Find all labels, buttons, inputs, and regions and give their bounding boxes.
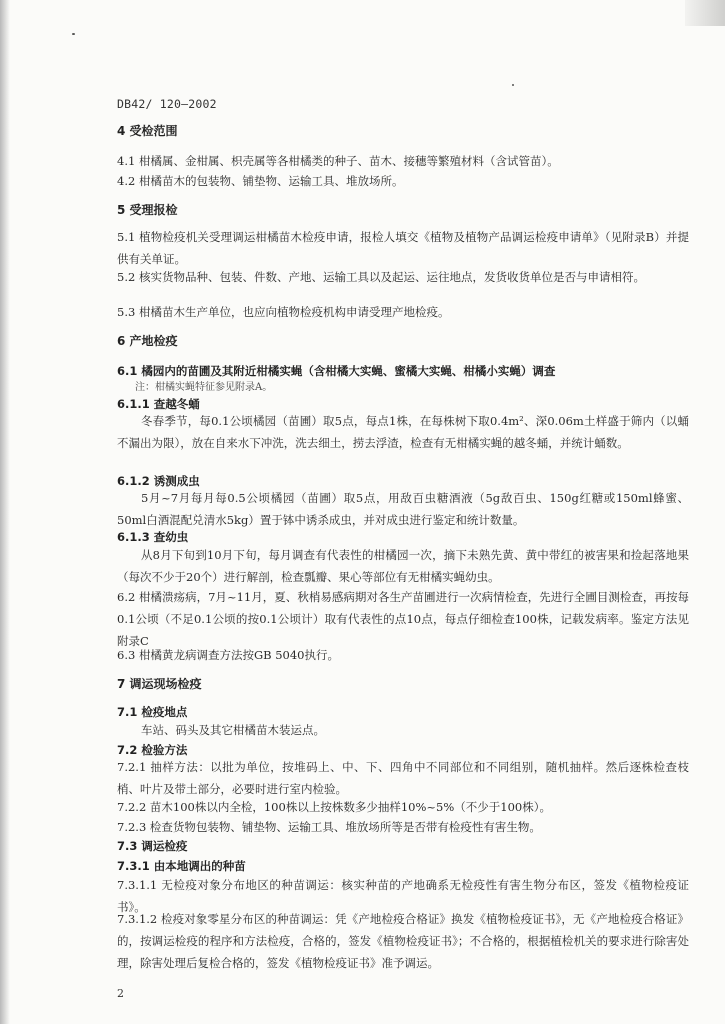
clause-6-2: 6.2 柑橘溃疡病，7月~11月，夏、秋梢易感病期对各生产苗圃进行一次病情检查，先进行全圃目测检查，再按每0.1公顷（不足0.1公顷的按0.1公顷计）取有代表性的点10点，每点仔细检查100株，记载发病率。鉴定方法见附录C <box>117 590 689 648</box>
clause-6-1-note: 注：柑橘实蝇特征参见附录A。 <box>135 382 273 393</box>
clause-6-1-1-heading: 6.1.1 查越冬蛹 <box>117 397 200 411</box>
clause-7-2-2: 7.2.2 苗木100株以内全检，100株以上按株数多少抽样10%~5%（不少于100株）。 <box>117 800 551 814</box>
scan-speck <box>512 84 514 86</box>
clause-6-1-2-body: 5月~7月每月每0.5公顷橘园（苗圃）取5点，用敌百虫糖酒液（5g敌百虫、150g红糖或150ml蜂蜜、50ml白酒混配兑清水5kg）置于钵中诱杀成虫，并对成虫进行鉴定和统计数量。 <box>117 491 689 527</box>
clause-6-1-3-heading: 6.1.3 查幼虫 <box>117 530 189 544</box>
section-5-heading: 5 受理报检 <box>117 203 178 217</box>
clause-7-2-3: 7.2.3 检查货物包装物、铺垫物、运输工具、堆放场所等是否带有检疫性有害生物。 <box>117 820 541 834</box>
clause-7-2-heading: 7.2 检验方法 <box>117 743 188 757</box>
clause-5-3: 5.3 柑橘苗木生产单位，也应向植物检疫机构申请受理产地检疫。 <box>117 305 450 319</box>
clause-7-2-1: 7.2.1 抽样方法：以批为单位，按堆码上、中、下、四角中不同部位和不同组别，随机抽样。然后逐株检查枝梢、叶片及带土部分，必要时进行室内检验。 <box>117 760 689 796</box>
clause-7-1-body: 车站、码头及其它柑橘苗木装运点。 <box>141 723 325 737</box>
clause-4-1: 4.1 柑橘属、金柑属、枳壳属等各柑橘类的种子、苗木、接穗等繁殖材料（含试管苗）。 <box>117 154 559 168</box>
document-code: DB42/ 120—2002 <box>117 97 217 111</box>
section-7-heading: 7 调运现场检疫 <box>117 677 202 691</box>
section-4-heading: 4 受检范围 <box>117 124 178 138</box>
clause-7-3-1-heading: 7.3.1 由本地调出的种苗 <box>117 859 246 873</box>
clause-6-1-heading: 6.1 橘园内的苗圃及其附近柑橘实蝇（含柑橘大实蝇、蜜橘大实蝇、柑橘小实蝇）调查 <box>117 364 556 378</box>
clause-5-1: 5.1 植物检疫机关受理调运柑橘苗木检疫申请，报检人填交《植物及植物产品调运检疫申请单》（见附录B）并提供有关单证。 <box>117 230 689 266</box>
clause-4-2: 4.2 柑橘苗木的包装物、铺垫物、运输工具、堆放场所。 <box>117 174 404 188</box>
clause-6-1-1-body: 冬春季节，每0.1公顷橘园（苗圃）取5点，每点1株，在每株树下取0.4m²、深0.06m土样盛于筛内（以蛹不漏出为限），放在自来水下冲洗，洗去细土，捞去浮渣，检查有无柑橘实蝇的越冬蛹，并统计蛹数。 <box>117 414 689 450</box>
clause-5-2: 5.2 核实货物品种、包装、件数、产地、运输工具以及起运、运往地点，发货收货单位是否与申请相符。 <box>117 270 645 284</box>
clause-6-1-3-body: 从8月下旬到10月下旬，每月调查有代表性的柑橘园一次，摘下未熟先黄、黄中带红的被害果和捡起落地果（每次不少于20个）进行解剖，检查瓢瓣、果心等部位有无柑橘实蝇幼虫。 <box>117 548 689 584</box>
clause-6-3: 6.3 柑橘黄龙病调查方法按GB 5040执行。 <box>117 648 340 662</box>
clause-7-3-1-1: 7.3.1.1 无检疫对象分布地区的种苗调运：核实种苗的产地确系无检疫性有害生物分布区，签发《植物检疫证书》。 <box>117 878 689 914</box>
scan-speck <box>72 33 75 35</box>
clause-7-1-heading: 7.1 检疫地点 <box>117 705 188 719</box>
section-6-heading: 6 产地检疫 <box>117 334 178 348</box>
page-number: 2 <box>117 987 124 1000</box>
clause-6-1-2-heading: 6.1.2 诱测成虫 <box>117 474 200 488</box>
scan-corner-shadow <box>685 0 725 26</box>
clause-7-3-heading: 7.3 调运检疫 <box>117 839 188 853</box>
scan-left-edge-shadow <box>0 0 10 1024</box>
clause-7-3-1-2: 7.3.1.2 检疫对象零星分布区的种苗调运：凭《产地检疫合格证》换发《植物检疫证书》，无《产地检疫合格证》的，按调运检疫的程序和方法检疫，合格的，签发《植物检疫证书》；不合格的，根据植检机关的要求进行除害处理，除害处理后复检合格的，签发《植物检疫证书》准予调运。 <box>117 912 689 970</box>
